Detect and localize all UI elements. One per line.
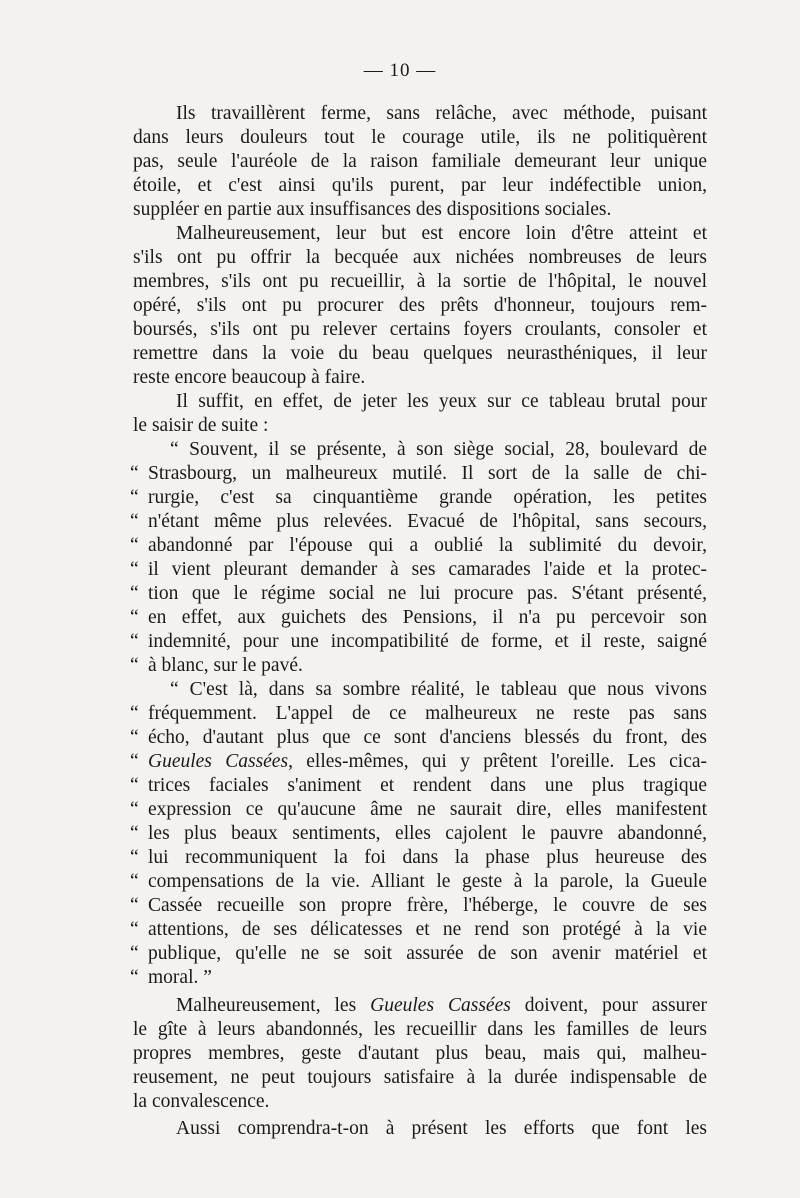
text-line: fréquemment. L'appel de ce malheureux ne reste pas sans [148, 703, 707, 724]
text-line: trices faciales s'animent et rendent dans une plus tragique [148, 775, 707, 796]
quote-mark: “ [130, 799, 139, 820]
text-line: Il suffit, en effet, de jeter les yeux sur ce tableau brutal pour [176, 391, 707, 412]
text-line: lui recommuniquent la foi dans la phase plus heureuse des [148, 847, 707, 868]
quote-mark: “ [130, 727, 139, 748]
quote-mark: “ [130, 607, 139, 628]
text-line: rurgie, c'est sa cinquantième grande opération, les petites [148, 487, 707, 508]
italic-text: Gueules Cassées [370, 995, 511, 1016]
quote-mark: “ [130, 583, 139, 604]
text-line: étoile, et c'est ainsi qu'ils purent, par leur indéfectible union, [133, 175, 707, 196]
text-line: “ C'est là, dans sa sombre réalité, le tableau que nous vivons [170, 679, 707, 700]
quote-mark: “ [130, 703, 139, 724]
quote-mark: “ [130, 847, 139, 868]
quote-mark: “ [130, 535, 139, 556]
text-line: boursés, s'ils ont pu relever certains foyers croulants, consoler et [133, 319, 707, 340]
quote-mark: “ [130, 463, 139, 484]
quote-mark: “ [130, 631, 139, 652]
text-line: Cassée recueille son propre frère, l'héberge, le couvre de ses [148, 895, 707, 916]
text-line: Malheureusement, les Gueules Cassées doivent, pour assurer [176, 995, 707, 1016]
quote-mark: “ [130, 871, 139, 892]
text-line: publique, qu'elle ne se soit assurée de son avenir matériel et [148, 943, 707, 964]
text-line: abandonné par l'épouse qui a oublié la sublimité du devoir, [148, 535, 707, 556]
text-line: il vient pleurant demander à ses camarades l'aide et la protec- [148, 559, 707, 580]
text-line: indemnité, pour une incompatibilité de forme, et il reste, saigné [148, 631, 707, 652]
text-line: les plus beaux sentiments, elles cajolent le pauvre abandonné, [148, 823, 707, 844]
text-line: Strasbourg, un malheureux mutilé. Il sort de la salle de chi- [148, 463, 707, 484]
text-line: expression ce qu'aucune âme ne saurait dire, elles manifestent [148, 799, 707, 820]
page-number: — 10 — [363, 60, 437, 81]
text-line: à blanc, sur le pavé. [148, 655, 303, 676]
text-line: reusement, ne peut toujours satisfaire à la durée indispensable de [133, 1067, 707, 1088]
text-line: propres membres, geste d'autant plus beau, mais qui, malheu- [133, 1043, 707, 1064]
text-line: reste encore beaucoup à faire. [133, 367, 366, 388]
quote-mark: “ [130, 511, 139, 532]
quote-mark: “ [130, 487, 139, 508]
text-line: Aussi comprendra-t-on à présent les efforts que font les [176, 1118, 707, 1139]
text-line: Ils travaillèrent ferme, sans relâche, avec méthode, puisant [176, 103, 707, 124]
text-line: opéré, s'ils ont pu procurer des prêts d'honneur, toujours rem- [133, 295, 707, 316]
text-line: suppléer en partie aux insuffisances des dispositions sociales. [133, 199, 612, 220]
text-line: Malheureusement, leur but est encore loin d'être atteint et [176, 223, 707, 244]
quote-mark: “ [130, 655, 139, 676]
text-line: le saisir de suite : [133, 415, 269, 436]
text-line: n'étant même plus relevées. Evacué de l'hôpital, sans secours, [148, 511, 707, 532]
quote-mark: “ [130, 823, 139, 844]
text-line: le gîte à leurs abandonnés, les recueillir dans les familles de leurs [133, 1019, 707, 1040]
quote-mark: “ [130, 919, 139, 940]
text-line: moral. ” [148, 967, 212, 988]
text-line: Gueules Cassées, elles-mêmes, qui y prêtent l'oreille. Les cica- [148, 751, 707, 772]
quote-mark: “ [130, 943, 139, 964]
text-line: la convalescence. [133, 1091, 270, 1112]
text-line: pas, seule l'auréole de la raison familiale demeurant leur unique [133, 151, 707, 172]
quote-mark: “ [130, 775, 139, 796]
text-line: “ Souvent, il se présente, à son siège social, 28, boulevard de [170, 439, 707, 460]
text-line: compensations de la vie. Alliant le geste à la parole, la Gueule [148, 871, 707, 892]
text-line: en effet, aux guichets des Pensions, il n'a pu percevoir son [148, 607, 707, 628]
text-line: écho, d'autant plus que ce sont d'anciens blessés du front, des [148, 727, 707, 748]
quote-mark: “ [130, 895, 139, 916]
text-line: dans leurs douleurs tout le courage utile, ils ne politiquèrent [133, 127, 707, 148]
quote-mark: “ [130, 751, 139, 772]
text-line: tion que le régime social ne lui procure pas. S'étant présenté, [148, 583, 707, 604]
italic-text: Gueules Cassées [148, 751, 289, 772]
text-line: attentions, de ses délicatesses et ne rend son protégé à la vie [148, 919, 707, 940]
quote-mark: “ [130, 559, 139, 580]
text-line: remettre dans la voie du beau quelques neurasthéniques, il leur [133, 343, 707, 364]
text-line: membres, s'ils ont pu recueillir, à la sortie de l'hôpital, le nouvel [133, 271, 707, 292]
text-line: s'ils ont pu offrir la becquée aux nichées nombreuses de leurs [133, 247, 707, 268]
quote-mark: “ [130, 967, 139, 988]
